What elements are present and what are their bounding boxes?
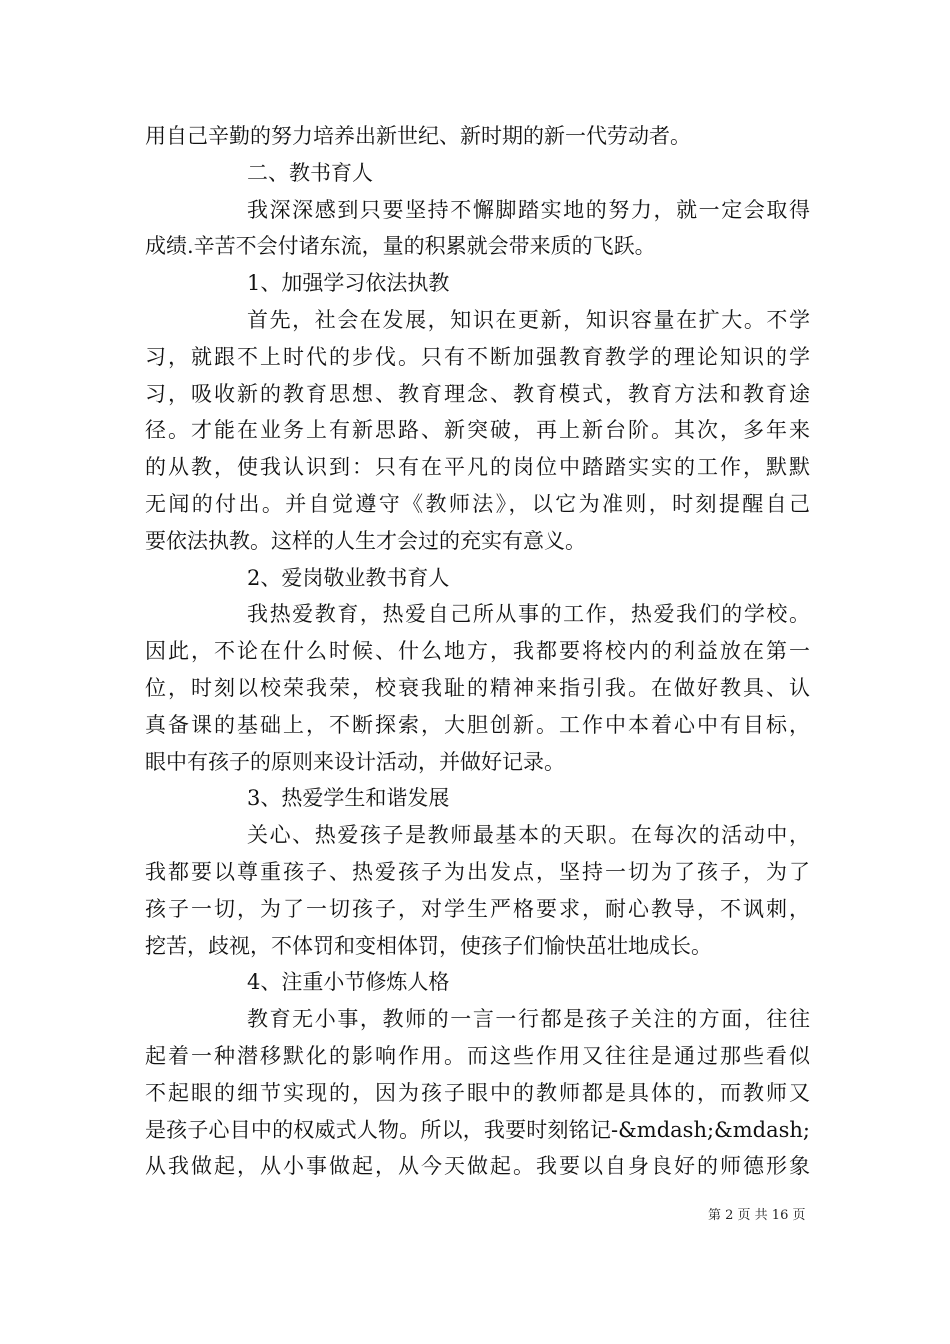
text-line: 二、教书育人 — [247, 160, 373, 185]
text-line: 3、热爱学生和谐发展 — [247, 786, 450, 811]
text-line: 我深深感到只要坚持不懈脚踏实地的努力，就一定会取得 — [247, 197, 810, 222]
body-text — [145, 118, 810, 1185]
text-line: 不起眼的细节实现的，因为孩子眼中的教师都是具体的，而教师又 — [145, 1080, 810, 1105]
text-line: 孩子一切，为了一切孩子，对学生严格要求，耐心教导，不讽刺， — [145, 896, 810, 921]
text-line: 我都要以尊重孩子、热爱孩子为出发点，坚持一切为了孩子，为了 — [145, 859, 810, 884]
text-line: 位，时刻以校荣我荣，校衰我耻的精神来指引我。在做好教具、认 — [145, 675, 810, 700]
text-line: 挖苦，歧视，不体罚和变相体罚，使孩子们愉快茁壮地成长。 — [145, 933, 712, 958]
text-line: 起着一种潜移默化的影响作用。而这些作用又往往是通过那些看似 — [145, 1043, 810, 1068]
text-line: 眼中有孩子的原则来设计活动，并做好记录。 — [145, 749, 565, 774]
text-line: 我热爱教育，热爱自己所从事的工作，热爱我们的学校。 — [247, 602, 810, 627]
text-line: 的从教，使我认识到：只有在平凡的岗位中踏踏实实的工作，默默 — [145, 455, 810, 480]
text-line: 关心、热爱孩子是教师最基本的天职。在每次的活动中， — [247, 823, 810, 848]
text-line: 首先，社会在发展，知识在更新，知识容量在扩大。不学 — [247, 307, 810, 332]
text-line: 真备课的基础上，不断探索，大胆创新。工作中本着心中有目标， — [145, 712, 810, 737]
text-line: 从我做起，从小事做起，从今天做起。我要以自身良好的师德形象 — [145, 1154, 810, 1179]
text-line: 教育无小事，教师的一言一行都是孩子关注的方面，往往 — [247, 1007, 810, 1032]
text-line: 1、加强学习依法执教 — [247, 271, 450, 296]
text-line: 2、爱岗敬业教书育人 — [247, 565, 450, 590]
text-line: 习，就跟不上时代的步伐。只有不断加强教育教学的理论知识的学 — [145, 344, 810, 369]
text-line: 无闻的付出。并自觉遵守《教师法》，以它为准则，时刻提醒自己 — [145, 491, 810, 516]
text-line: 因此，不论在什么时候、什么地方，我都要将校内的利益放在第一 — [145, 639, 810, 664]
text-line: 成绩.辛苦不会付诸东流，量的积累就会带来质的飞跃。 — [145, 234, 656, 259]
text-line: 4、注重小节修炼人格 — [247, 970, 450, 995]
text-line: 径。才能在业务上有新思路、新突破，再上新台阶。其次，多年来 — [145, 418, 810, 443]
text-line: 习，吸收新的教育思想、教育理念、教育模式，教育方法和教育途 — [145, 381, 810, 406]
page-footer: 第 2 页 共 16 页 — [708, 1208, 806, 1223]
text-line: 用自己辛勤的努力培养出新世纪、新时期的新一代劳动者。 — [145, 124, 691, 148]
text-line: 要依法执教。这样的人生才会过的充实有意义。 — [145, 528, 586, 553]
text-line: 是孩子心目中的权威式人物。所以，我要时刻铭记-&mdash;&mdash; — [145, 1117, 810, 1142]
